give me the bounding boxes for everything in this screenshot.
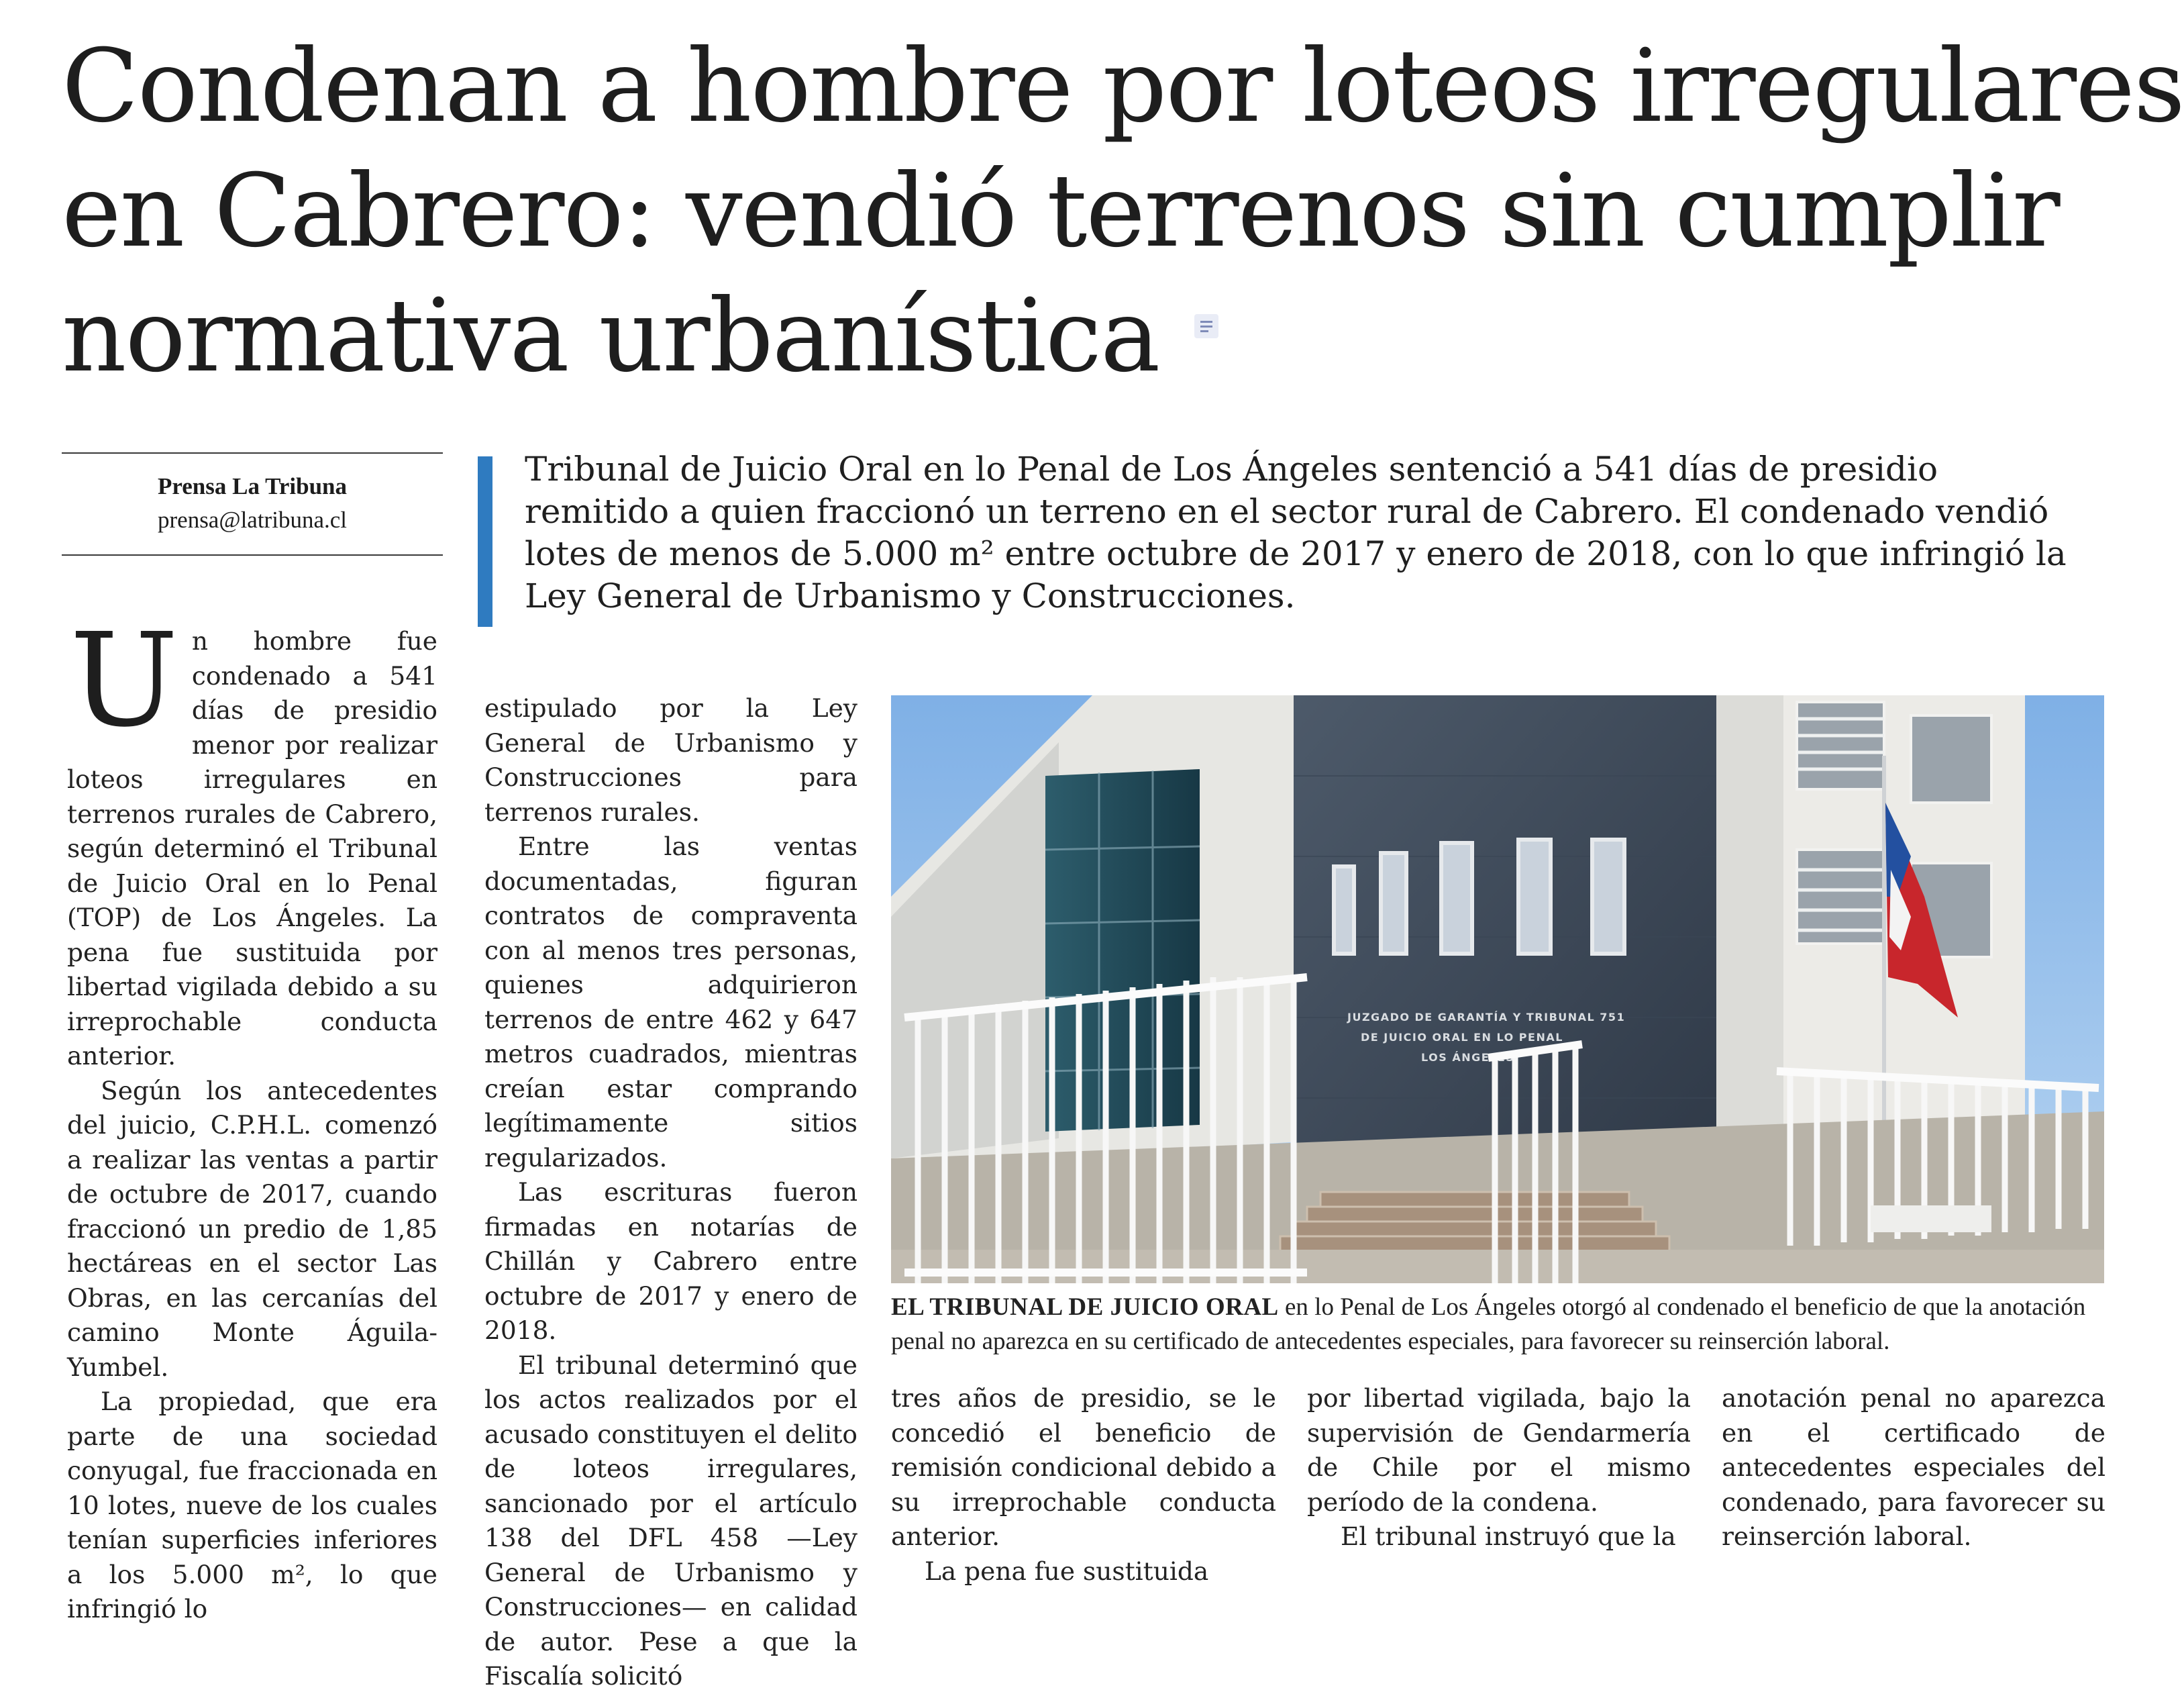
lead-accent-bar [478, 456, 492, 627]
paragraph-text: n hombre fue condenado a 541 días de presidio menor por realizar loteos irregulares en terrenos rurales de Cabrero, según determinó el Tribunal de Juicio Oral en lo Penal (TOP) de Los Ángeles. La pena fue sustituida por libertad vigilada debido a su irreprochable conducta anterior. [67, 626, 437, 1070]
headline-line: Condenan a hombre por loteos irregulares [62, 28, 2184, 145]
body-paragraph: La propiedad, que era parte de una sociedad conyugal, fue fraccionada en 10 lotes, nueve de los cuales tenían superficies inferiores a los 5.000 m², lo que infringió lo [67, 1387, 437, 1624]
body-column-1 [67, 606, 437, 1624]
headline [62, 24, 2184, 399]
body-paragraph: anotación penal no aparezca en el certificado de antecedentes especiales del condenado, para favorecer su reinserción laboral. [1722, 1383, 2105, 1551]
body-paragraph: El tribunal instruyó que la [1341, 1522, 1676, 1551]
caption-text: en lo Penal de Los Ángeles otorgó al condenado el beneficio de que la anotación penal no aparezca en su certificado de antecedentes especiales, para favorecer su reinserción laboral. [891, 1293, 2086, 1355]
body-column-2 [484, 691, 857, 1691]
byline [62, 470, 443, 537]
headline-line: en Cabrero: vendió terrenos sin cumplir [62, 153, 2059, 270]
body-paragraph: estipulado por la Ley General de Urbanismo y Construcciones para terrenos rurales. [484, 693, 857, 827]
byline-rule-top [62, 452, 443, 454]
body-paragraph: por libertad vigilada, bajo la supervisión de Gendarmería de Chile por el mismo período de la condena. [1307, 1383, 1691, 1517]
sign-text: DE JUICIO ORAL EN LO PENAL [1361, 1031, 1563, 1044]
body-paragraph: Según los antecedentes del juicio, C.P.H.L. comenzó a realizar las ventas a partir de octubre de 2017, cuando fraccionó un predio de 1,85 hectáreas en el sector Las Obras, en las cercanías del camino Monte Águila-Yumbel. [67, 1075, 437, 1382]
byline-name: Prensa La Tribuna [157, 473, 348, 499]
photo-caption [891, 1290, 2104, 1358]
body-column-5 [1722, 1381, 2105, 1554]
courthouse-photo [891, 695, 2104, 1283]
body-paragraph: La pena fue sustituida [925, 1556, 1209, 1586]
body-paragraph: El tribunal determinó que los actos realizados por el acusado constituyen el delito de loteos irregulares, sancionado por el artículo 138 del DFL 458 —Ley General de Urbanismo y Construcciones— en calidad de autor. Pese a que la Fiscalía solicitó [484, 1350, 857, 1691]
headline-line: normativa urbanística [62, 278, 1159, 395]
body-column-3 [891, 1381, 1276, 1586]
body-paragraph: Entre las ventas documentadas, figuran contratos de compraventa con al menos tres personas, quienes adquirieron terrenos de entre 462 y 647 metros cuadrados, mientras creían estar comprando legítimamente sitios regularizados. [484, 832, 857, 1173]
caption-lead: EL TRIBUNAL DE JUICIO ORAL [891, 1293, 1279, 1321]
body-paragraph [67, 606, 437, 1074]
byline-email[interactable]: prensa@latribuna.cl [158, 507, 347, 533]
body-paragraph: tres años de presidio, se le concedió el beneficio de remisión condicional debido a su irreprochable conducta anterior. [891, 1383, 1276, 1551]
drop-cap: U [70, 606, 178, 756]
sign-text: LOS ÁNGELES [1421, 1051, 1515, 1064]
note-icon[interactable] [1194, 314, 1218, 338]
byline-rule-bottom [62, 554, 443, 556]
body-paragraph: Las escrituras fueron firmadas en notarías de Chillán y Cabrero entre octubre de 2017 y enero de 2018. [484, 1177, 857, 1345]
lead-paragraph: Tribunal de Juicio Oral en lo Penal de Los Ángeles sentenció a 541 días de presidio remitido a quien fraccionó un terreno en el sector rural de Cabrero. El condenado vendió lotes de menos de 5.000 m² entre octubre de 2017 y enero de 2018, con lo que infringió la Ley General de Urbanismo y Construcciones. [525, 450, 2067, 615]
sign-text: JUZGADO DE GARANTÍA Y TRIBUNAL 751 [1347, 1011, 1626, 1024]
body-column-4 [1307, 1381, 1691, 1554]
